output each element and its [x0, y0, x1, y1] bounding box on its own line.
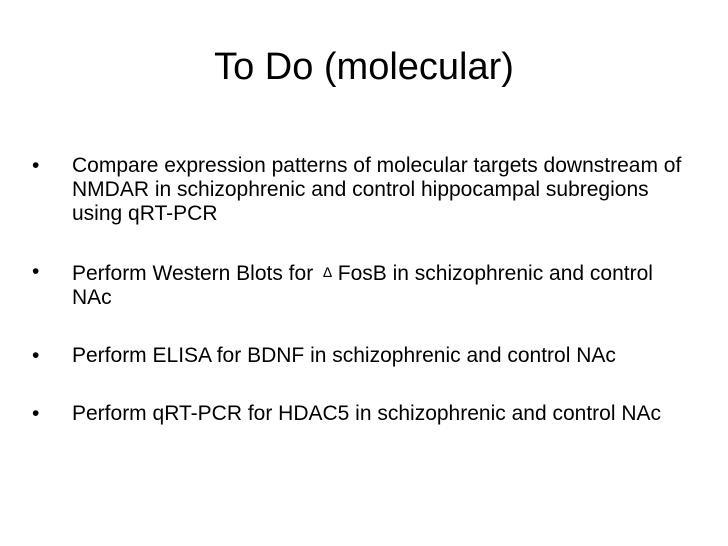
- bullet-list: [30, 154, 690, 460]
- bullet-text: Perform ELISA for BDNF in schizophrenic and control NAc: [72, 344, 616, 367]
- delta-symbol: ∆: [323, 264, 332, 280]
- bullet-dot-icon: •: [32, 402, 40, 425]
- bullet-item: [30, 402, 690, 426]
- bullet-item: [30, 344, 690, 368]
- bullet-text: Compare expression patterns of molecular targets downstream of NMDAR in schizophrenic and control hippocampal subregions using qRT-PCR: [72, 154, 682, 225]
- slide-title: To Do (molecular): [214, 46, 514, 88]
- bullet-item: [30, 154, 690, 226]
- bullet-text-before: Perform Western Blots for: [72, 262, 314, 285]
- bullet-dot-icon: •: [32, 344, 40, 367]
- bullet-text: Perform qRT-PCR for HDAC5 in schizophrenic and control NAc: [72, 402, 661, 425]
- bullet-text-after: FosB in schizophrenic and control NAc: [72, 262, 653, 309]
- bullet-item: [30, 260, 690, 310]
- bullet-dot-icon: •: [32, 154, 40, 177]
- bullet-dot-icon: •: [32, 260, 40, 283]
